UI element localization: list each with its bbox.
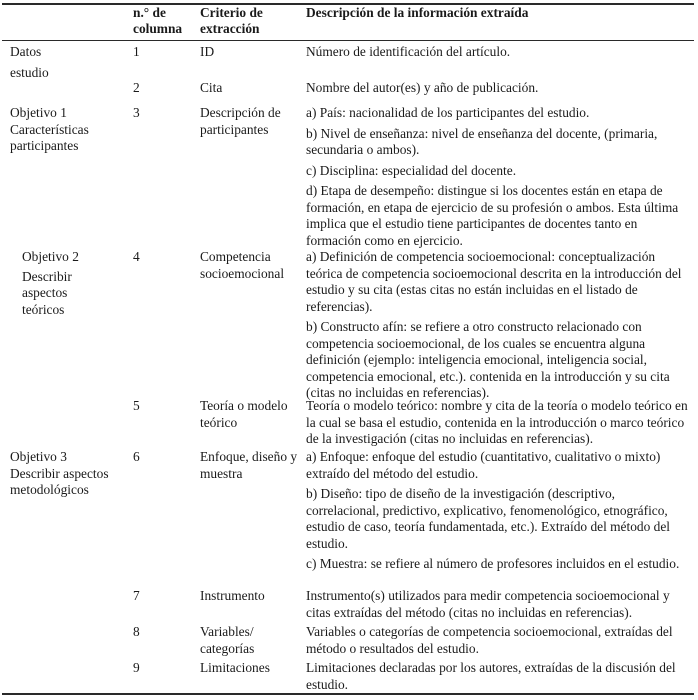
row-description xyxy=(306,660,688,697)
description-paragraph: Nombre del autor(es) y año de publicación. xyxy=(306,80,539,95)
description-paragraph: Variables o categorías de competencia socioemocional, extraídas del método o resultados del estudio. xyxy=(306,624,673,656)
row-criterion: Competencia socioemocional xyxy=(200,249,285,281)
description-paragraph: a) Definición de competencia socioemocional: conceptualización teórica de competencia socioemocional descrita en la introducción del estudio y su cita (estas citas no están incluidas en el listado de referencias). xyxy=(306,249,682,314)
row-description xyxy=(306,588,688,625)
row-number: 6 xyxy=(133,449,140,464)
description-paragraph: b) Constructo afín: se refiere a otro constructo relacionado con competencia socioemocional, de los cuales se encuentra alguna definición (ejemplo: inteligencia emocional, inteligencia social, competencia emocional, etc.). contenida en la introducción y su cita (citas no incluidas en referencias). xyxy=(306,319,670,400)
group-label-line: Describir aspectos metodológicos xyxy=(10,465,109,497)
row-number: 8 xyxy=(133,624,140,639)
description-paragraph: Instrumento(s) utilizados para medir competencia socioemocional y citas extraídas del método (citas no incluidas en referencias). xyxy=(306,588,670,620)
row-description xyxy=(306,80,688,101)
row-criterion: Enfoque, diseño y muestra xyxy=(200,449,298,481)
group-label-line: estudio xyxy=(10,64,49,80)
description-paragraph: Número de identificación del artículo. xyxy=(306,44,511,59)
row-description xyxy=(306,624,688,661)
group-label-line: Objetivo 1 xyxy=(10,105,67,120)
group-label-line: Datos xyxy=(10,44,42,59)
description-paragraph: Teoría o modelo teórico: nombre y cita de la teoría o modelo teórico en la cual se basa el estudio, contenida en la introducción o marco teórico de la investigación (citas no incluidas en referencias). xyxy=(306,398,688,446)
row-criterion: Descripción de participantes xyxy=(200,105,281,137)
row-description xyxy=(306,105,688,253)
row-number: 9 xyxy=(133,660,140,675)
row-number: 1 xyxy=(133,44,140,59)
header-column-number: n.° de columna xyxy=(133,5,183,36)
header-description: Descripción de la información extraída xyxy=(306,5,529,20)
description-paragraph: b) Nivel de enseñanza: nivel de enseñanza del docente, (primaria, secundaria o ambos). xyxy=(306,125,658,157)
group-label-line: Objetivo 3 xyxy=(10,449,67,464)
description-paragraph: c) Disciplina: especialidad del docente. xyxy=(306,162,517,178)
group-label-line: Características participantes xyxy=(10,121,89,153)
row-number: 7 xyxy=(133,588,140,603)
row-description xyxy=(306,249,688,406)
description-paragraph: Limitaciones declaradas por los autores, extraídas de la discusión del estudio. xyxy=(306,660,676,692)
row-criterion: Limitaciones xyxy=(200,660,270,675)
row-criterion: Cita xyxy=(200,80,223,95)
row-number: 4 xyxy=(133,249,140,264)
row-description xyxy=(306,449,688,577)
table-header-rule xyxy=(2,40,694,41)
row-number: 5 xyxy=(133,398,140,413)
row-criterion: Variables/ categorías xyxy=(200,624,255,656)
description-paragraph: a) País: nacionalidad de los participantes del estudio. xyxy=(306,105,590,120)
group-label-objetivo-2 xyxy=(22,249,122,318)
row-criterion: ID xyxy=(200,44,215,59)
row-number: 3 xyxy=(133,105,140,120)
group-label-objetivo-3 xyxy=(10,449,125,499)
description-paragraph: a) Enfoque: enfoque del estudio (cuantitativo, cualitativo o mixto) extraído del método del estudio. xyxy=(306,449,661,481)
header-criterion: Criterio de extracción xyxy=(200,5,263,36)
row-description xyxy=(306,398,688,452)
row-criterion: Instrumento xyxy=(200,588,265,603)
description-paragraph: b) Diseño: tipo de diseño de la investigación (descriptivo, correlacional, predictivo, explicativo, fenomenológico, etnográfico, estudio de caso, teoría fundamentada, etc.). Extraído del método del estudio. xyxy=(306,486,671,551)
group-label-line: Describir aspectos teóricos xyxy=(22,268,72,317)
row-number: 2 xyxy=(133,80,140,95)
description-paragraph: c) Muestra: se refiere al número de profesores incluidos en el estudio. xyxy=(306,556,680,571)
row-criterion: Teoría o modelo teórico xyxy=(200,398,288,430)
description-paragraph: d) Etapa de desempeño: distingue si los docentes están en etapa de formación, en etapa de ejercicio de su profesión o ambos. Esta última implica que el estudio tiene participantes de docentes tanto en formación como en ejercicio. xyxy=(306,183,679,248)
group-label-objetivo-1 xyxy=(10,105,125,155)
group-label-datos-estudio xyxy=(10,44,125,81)
row-description xyxy=(306,44,688,65)
group-label-line: Objetivo 2 xyxy=(22,249,79,264)
